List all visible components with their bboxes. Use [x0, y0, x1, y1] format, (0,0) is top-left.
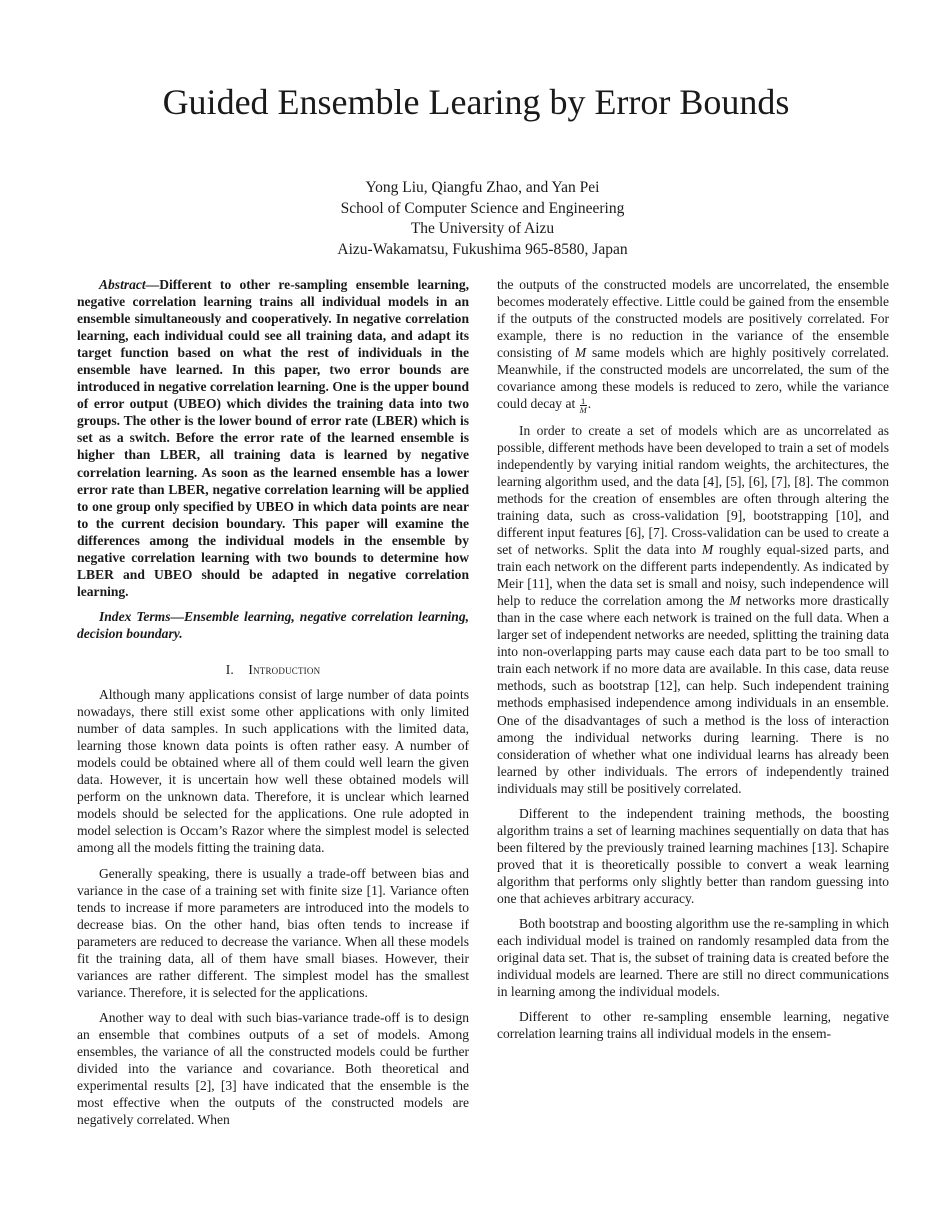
text-run: .	[587, 396, 592, 412]
left-column	[77, 276, 469, 1128]
math-variable: M	[574, 345, 587, 361]
text-run: roughly equal-sized parts, and train each network on the different parts independently. As indicated by Meir [11], when the data set is small and noisy, such independence will help to reduce the correlation among the	[497, 542, 889, 609]
math-variable: M	[701, 542, 714, 558]
body-paragraph: Although many applications consist of large number of data points nowadays, there still exist some other applications with only limited number of data samples. In such applications with the limited data, learning those known data points is often rather easy. A number of models could be obtained where all of them could well learn the given data. However, it is uncertain how well these obtained models will perform on the unknown data. Therefore, it is unclear which learned models should be selected for the applications. One rule adopted in model selection is Occam’s Razor where the simplest model is selected among all the models fitting the training data.	[77, 687, 469, 856]
paper-title: Guided Ensemble Learing by Error Bounds	[162, 82, 790, 122]
text-run: In order to create a set of models which are as uncorrelated as possible, different methods have been developed to train a set of models independently by varying initial random weights, the architectures, the learning algorithm used, and the data [4], [5], [6], [7], [8]. The common methods for the creation of ensembles are often through altering the training data, such as cross-validation [9], bootstrapping [10], and different input features [6], [7]. Cross-validation can be used to create a set of networks. Split the data into	[497, 422, 889, 558]
fraction-numerator: 1	[581, 395, 586, 406]
author-block	[0, 178, 952, 261]
index-terms-dash: —	[170, 608, 185, 624]
abstract-label: Abstract	[99, 277, 146, 292]
math-fraction	[580, 397, 587, 414]
body-paragraph: Different to the independent training methods, the boosting algorithm trains a set of learning machines sequentially on data that has been filtered by the previously trained learning machines [13]. Schapire proved that it is theoretically possible to convert a weak learning algorithm that performs only slightly better than random guessing into one that achieves arbitrary accuracy.	[497, 805, 889, 906]
index-terms-label: Index Terms	[99, 608, 171, 624]
text-run: same models which are highly positively correlated. Meanwhile, if the constructed models are uncorrelated, the sum of the covariance among these models is reduced to zero, while the variance could decay at	[497, 345, 889, 412]
body-paragraph-continuation	[497, 276, 889, 414]
math-variable: M	[729, 593, 741, 609]
body-paragraph: Different to other re-sampling ensemble learning, negative correlation learning trains all individual models in the ensem-	[497, 1009, 889, 1042]
abstract-paragraph	[77, 276, 469, 600]
body-paragraph: Another way to deal with such bias-variance trade-off is to design an ensemble that combines outputs of a set of models. Among ensembles, the variance of all the constructed models could be further divided into the variance and covariance. Both theoretical and experimental results [2], [3] have indicated that the ensemble is the most effective when the outputs of the constructed models are negatively correlated. When	[77, 1009, 469, 1128]
body-paragraph: Both bootstrap and boosting algorithm use the re-sampling in which each individual model is trained on randomly resampled data from the original data set. That is, the subset of training data is created before the individual models are learned. There are still no direct communications in learning among the individual models.	[497, 916, 889, 1000]
section-heading	[77, 661, 469, 678]
abstract	[77, 276, 469, 642]
body-paragraph	[497, 422, 889, 797]
right-column	[497, 276, 889, 1042]
body-paragraph: Generally speaking, there is usually a trade-off between bias and variance in the case of a training set with finite size [1]. Variance often tends to increase if more parameters are introduced into the models to decrease bias. On the other hand, bias often tends to increase if parameters are reduced to decrease the variance. When all these models fit the training data, all of them have small biases. However, their variances are rather different. The simplest model has the smallest variance. Therefore, it is selected for the applications.	[77, 865, 469, 1000]
text-run: the outputs of the constructed models are uncorrelated, the ensemble becomes moderately effective. Little could be gained from the ensemble if the outputs of the constructed models are positively correlated. For example, there is no reduction in the variance of the ensemble consisting of	[497, 277, 889, 361]
index-terms	[77, 608, 469, 642]
index-terms-text: Ensemble learning, negative correlation learning, decision boundary.	[77, 608, 469, 641]
abstract-text: Different to other re-sampling ensemble learning, negative correlation learning trains all individual models in an ensemble simultaneously and cooperatively. In negative correlation learning, each individual could see all training data, and adapt its target function based on what the rest of individuals in the ensemble have learned. In this paper, two error bounds are introduced in negative correlation learning. One is the upper bound of error output (UBEO) which divides the training data into two groups. The other is the lower bound of error rate (LBER) which is set as a switch. Before the error rate of the learned ensemble is higher than LBER, all training data is learned by negative correlation learning. As soon as the learned ensemble has a lower error rate than LBER, negative correlation learning will be applied to one group only specified by UBEO in which data points are near to the current decision boundary. This paper will examine the differences among the individual models in the ensemble by negative correlation learning with two bounds to determine how LBER and UBEO should be adapted in negative correlation learning.	[77, 277, 469, 599]
section-number: I.	[225, 661, 235, 677]
fraction-denominator: M	[579, 404, 587, 415]
affiliation-line: Aizu-Wakamatsu, Fukushima 965-8580, Japan	[337, 241, 628, 259]
abstract-dash: —	[145, 277, 160, 292]
section-title: Introduction	[248, 661, 321, 677]
affiliation-line: School of Computer Science and Engineering	[340, 199, 625, 217]
text-run: networks more drastically than in the case where each network is trained on the full data. When a larger set of independent networks are needed, splitting the training data into non-overlapping parts may cause each data part to be too small to train each network if no more data are available. In this case, data reuse methods, such as bootstrap [12], can help. Such independent training methods emphasised independence among individuals in an ensemble. One of the disadvantages of such a method is the loss of interaction among the individual networks during learning. There is no consideration of whether what one individual learns has already been learned by other individuals. The errors of independently trained individuals may still be positively correlated.	[497, 593, 889, 796]
author-names: Yong Liu, Qiangfu Zhao, and Yan Pei	[365, 179, 600, 196]
affiliation-line: The University of Aizu	[410, 220, 555, 238]
